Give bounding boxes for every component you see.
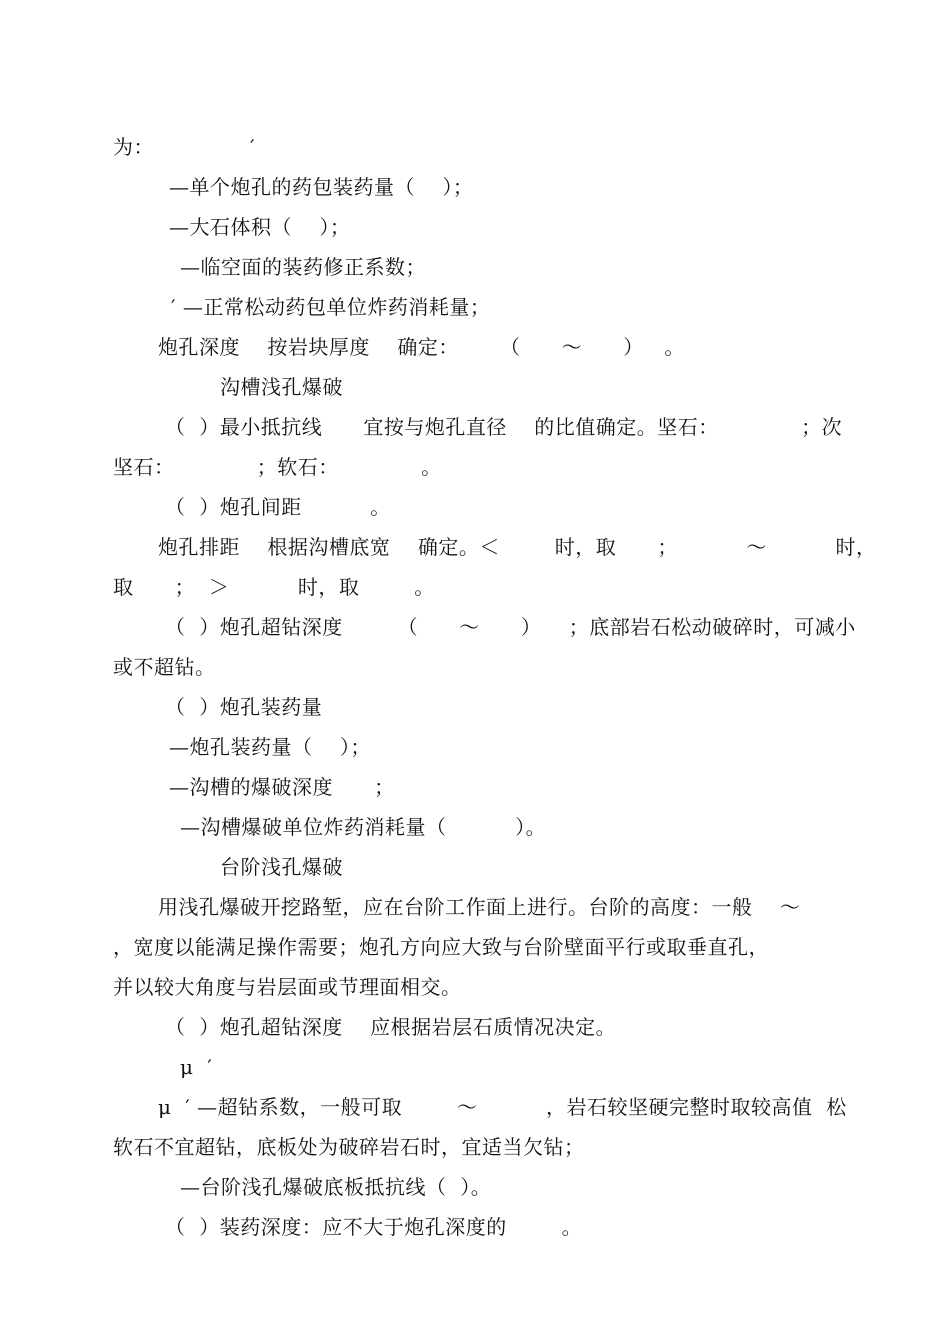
text-line-17: —沟槽的爆破深度 ； xyxy=(169,775,395,799)
section-heading-bench-blasting: 台阶浅孔爆破 xyxy=(220,855,343,879)
text-line-22: 并以较大角度与岩层面或节理面相交。 xyxy=(113,975,462,999)
section-heading-trench-blasting: 沟槽浅孔爆破 xyxy=(220,375,343,399)
text-line-10: （ ）炮孔间距 。 xyxy=(165,495,391,519)
formula-line: μ ′ xyxy=(180,1055,213,1079)
text-line-9: 坚石： ；软石： 。 xyxy=(113,455,442,479)
text-line-25: μ ′ —超钻系数，一般可取 ～ ，岩石较坚硬完整时取较高值 松 xyxy=(158,1095,847,1119)
text-line-5: ′ —正常松动药包单位炸药消耗量； xyxy=(171,295,491,319)
text-line-15: （ ）炮孔装药量 xyxy=(165,695,323,719)
text-line-18: —沟槽爆破单位炸药消耗量（ ）。 xyxy=(180,815,547,839)
text-line-16: —炮孔装药量（ ）； xyxy=(169,735,371,759)
text-line-4: —临空面的装药修正系数； xyxy=(180,255,426,279)
text-line-13: （ ）炮孔超钻深度 （ ～ ） ；底部岩石松动破碎时，可减小 xyxy=(165,615,856,639)
text-line-6: 炮孔深度 按岩块厚度 确定： （ ～ ） 。 xyxy=(158,335,685,359)
text-line-3: —大石体积（ ）； xyxy=(169,215,351,239)
text-line-1: 为： ′ xyxy=(113,135,256,159)
text-line-27: —台阶浅孔爆破底板抵抗线（ ）。 xyxy=(180,1175,492,1199)
text-line-8: （ ）最小抵抗线 宜按与炮孔直径 的比值确定。坚石： ；次 xyxy=(165,415,843,439)
text-line-23: （ ）炮孔超钻深度 应根据岩层石质情况决定。 xyxy=(165,1015,617,1039)
text-line-14: 或不超钻。 xyxy=(113,655,216,679)
text-line-11: 炮孔排距 根据沟槽底宽 确定。＜ 时，取 ； ～ 时， xyxy=(158,535,877,559)
text-line-20: 用浅孔爆破开挖路堑，应在台阶工作面上进行。台阶的高度：一般 ～ xyxy=(158,895,801,919)
text-line-12: 取 ； ＞ 时，取 。 xyxy=(113,575,435,599)
text-line-26: 软石不宜超钻，底板处为破碎岩石时，宜适当欠钻； xyxy=(113,1135,585,1159)
text-line-2: —单个炮孔的药包装药量（ ）； xyxy=(169,175,474,199)
text-line-28: （ ）装药深度：应不大于炮孔深度的 。 xyxy=(165,1215,583,1239)
text-line-21: ，宽度以能满足操作需要；炮孔方向应大致与台阶壁面平行或取垂直孔， xyxy=(113,935,769,959)
